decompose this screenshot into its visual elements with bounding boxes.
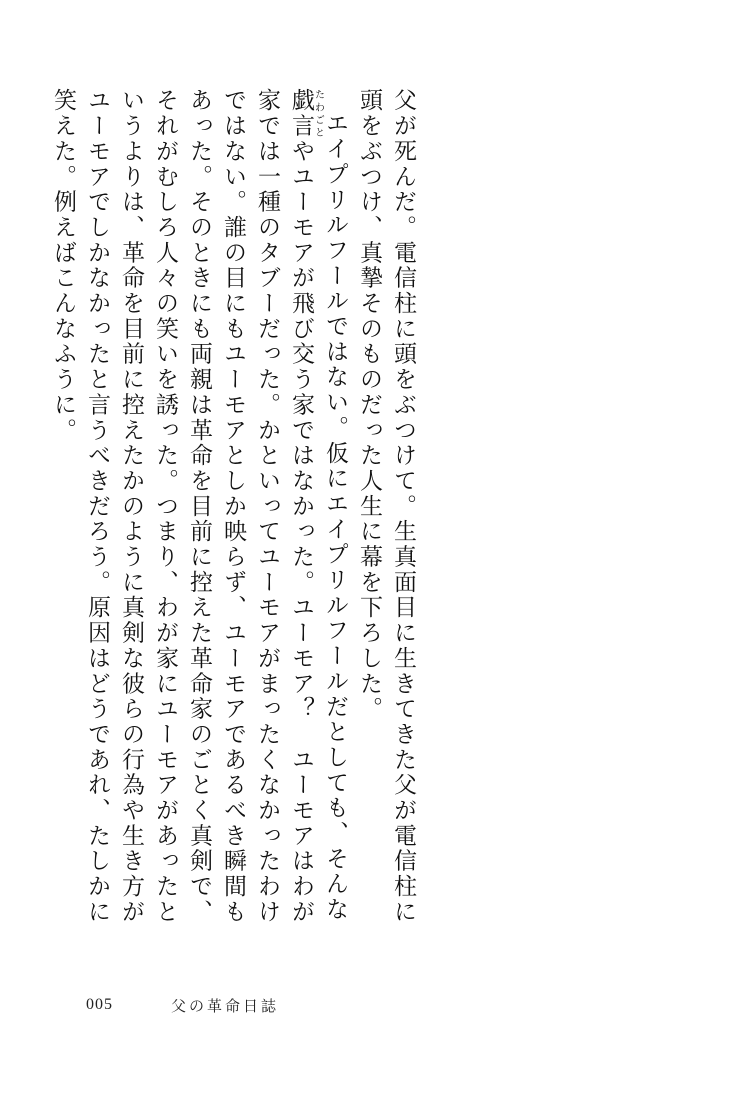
running-title: 父の革命日誌 — [171, 998, 280, 1015]
ruby-reading: たわごと — [312, 88, 324, 139]
ruby-annotation — [288, 88, 324, 139]
paragraph-text: エイプリルフールではない。仮にエイプリルフールだとしても、そんな — [322, 111, 348, 923]
ruby-base: 戯言 — [288, 88, 314, 139]
page-number: 005 — [86, 996, 113, 1013]
paragraph — [46, 88, 352, 938]
paragraph-text: やユーモアが飛び交う家ではなかった。ユーモア？ ユーモアはわが家では一種のタブーだった。かといってユーモアがまったくなかったわけではない。誰の目にもユーモアとしか映らず、ユーモアであるべき瞬間もあった。そのときにも両親は革命を目前に控えた革命家のごとく真剣で、それがむしろ人々の笑いを誘った。つまり、わが家にユーモアがあったというよりは、革命を目前に控えたかのように真剣な彼らの行為や生き方がユーモアでしかなかったと言うべきだろう。原因はどうであれ、たしかに笑えた。例えばこんなふうに。 — [50, 88, 314, 925]
paragraph — [352, 88, 420, 938]
page-footer — [86, 993, 279, 1017]
paragraph-text: 父が死んだ。電信柱に頭をぶつけて。生真面目に生きてきた父が電信柱に頭をぶつけ、真摯そのものだった人生に幕を下ろした。 — [356, 88, 416, 925]
body-text — [50, 88, 420, 938]
